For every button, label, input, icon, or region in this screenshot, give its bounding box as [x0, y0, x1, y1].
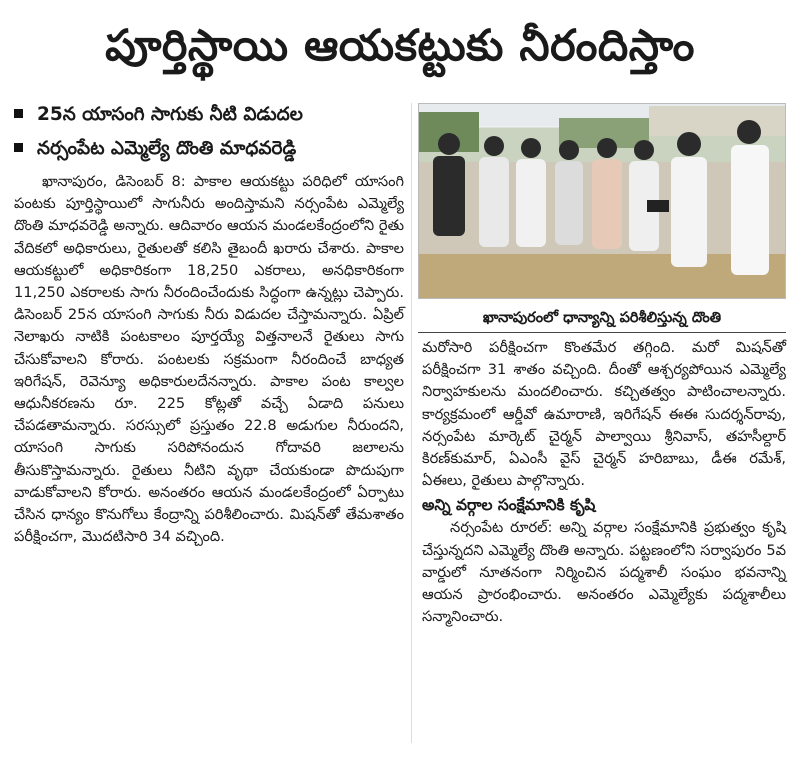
bullet-list — [14, 98, 404, 166]
article-left-column — [14, 171, 404, 548]
bullet-item — [14, 98, 404, 132]
article-sub-body: నర్సంపేట రూరల్: అన్ని వర్గాల సంక్షేమానికి ప్రభుత్వం కృషి చేస్తున్నదని ఎమ్మెల్యే దొంతి అన్నారు. పట్టణంలోని సర్వాపురం 5వ వార్డులో నూతనంగా నిర్మించిన పద్మశాలీ సంఘం భవనాన్ని ఆయన ప్రారంభించారు. అనంతరం ఎమ్మెల్యేకు పద్మశాలీలు సన్మానించారు. — [422, 519, 786, 626]
article-body-left: ఖానాపురం, డిసెంబర్ 8: పాకాల ఆయకట్టు పరిధిలో యాసంగి పంటకు పూర్తిస్థాయిలో సాగునీరు అందిస్తామని నర్సంపేట ఎమ్మెల్యే దొంతి మాధవరెడ్డి అన్నారు. ఆదివారం ఆయన మండలకేంద్రంలోని రైతు వేదికలో అధికారులు, రైతులతో కలిసి తైబందీ ఖరారు చేశారు. పాకాల ఆయకట్టులో అధికారికంగా 18,250 ఎకరాలు, అనధికారికంగా 11,250 ఎకరాలకు సాగు నీరందించేందుకు సిద్ధంగా ఉన్నట్లు చెప్పారు. డిసెంబర్ 25న యాసంగి సాగుకు నీరు విడుదల చేస్తామన్నారు. ఏప్రిల్ నెలాఖరు నాటికి పంటకాలం పూర్తయ్యే విత్తనాలనే రైతులు సాగు చేసుకోవాలని కోరారు. పంటలకు సక్రమంగా నీరందించే బాధ్యత ఇరిగేషన్, రెవెన్యూ అధికారులదేనన్నారు. పాకాల పంట కాల్వల ఆధునీకరణను రూ. 225 కోట్లతో వచ్చే ఏడాది పనులు చేపడతామన్నారు. సరస్సులో ప్రస్తుతం 22.8 అడుగుల నీరుందని, యాసంగి సాగుకు సరిపోనందున గోదావరి జలాలను తీసుకొస్తామన్నారు. రైతులు నీటిని వృథా చేయకుండా పొదుపుగా వాడుకోవాలని కోరారు. అనంతరం ఆయన మండలకేంద్రంలో ఏర్పాటు చేసిన ధాన్యం కొనుగోలు కేంద్రాన్ని పరిశీలించారు. మిషన్‌తో తేమశాతం పరీక్షించగా, మొదటిసారి 34 వచ్చింది. — [14, 173, 404, 546]
news-photo — [418, 103, 786, 299]
headline: పూర్తిస్థాయి ఆయకట్టుకు నీరందిస్తాం — [105, 21, 695, 71]
bullet-text: 25న యాసంగి సాగుకు నీటి విడుదల — [37, 104, 303, 125]
crowd-photo-illustration — [419, 104, 786, 299]
column-divider — [411, 103, 412, 743]
bullet-text: నర్సంపేట ఎమ్మెల్యే దొంతి మాధవరెడ్డి — [37, 138, 297, 159]
square-bullet-icon — [14, 143, 23, 152]
article-body-right: మరోసారి పరీక్షించగా కొంతమేర తగ్గింది. మరో మిషన్‌తో పరీక్షించగా 31 శాతం వచ్చింది. దీంతో ఆశ్చర్యపోయిన ఎమ్మెల్యే నిర్వాహకులను మందలించారు. కచ్చితత్వం పాటించాలన్నారు. కార్యక్రమంలో ఆర్డీవో ఉమారాణి, ఇరిగేషన్ ఈఈ సుదర్శన్‌రావు, నర్సంపేట మార్కెట్ చైర్మన్ పాల్వాయి శ్రీనివాస్, తహసీల్దార్ కిరణ్‌కుమార్, ఏఎంసీ వైస్ చైర్మన్ హరిబాబు, డీఈ రమేశ్, ఏఈలు, రైతులు పాల్గొన్నారు. — [422, 339, 786, 490]
photo-caption: ఖానాపురంలో ధాన్యాన్ని పరిశీలిస్తున్న దొంతి — [418, 303, 786, 333]
subheading: అన్ని వర్గాల సంక్షేమానికి కృషి — [422, 496, 596, 515]
bullet-item — [14, 132, 404, 166]
article-right-column — [422, 337, 786, 628]
square-bullet-icon — [14, 109, 23, 118]
